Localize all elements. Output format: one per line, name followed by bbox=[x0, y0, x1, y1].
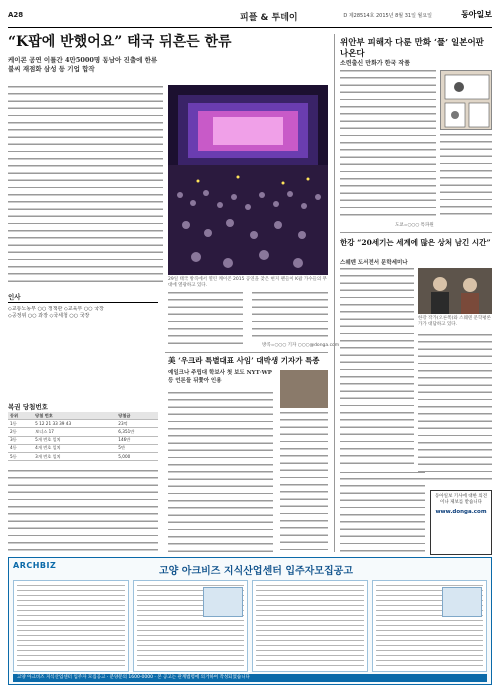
ad-column bbox=[133, 580, 249, 672]
nyt-headline: 美 ‘우크라 특별대표 사임’ 대박생 기자가 특종 bbox=[168, 356, 320, 365]
ad-brand-logo: ARCHBIZ bbox=[13, 561, 57, 570]
kpop-body bbox=[8, 86, 163, 286]
korea-body-col2 bbox=[418, 334, 492, 484]
ad-grid bbox=[13, 580, 487, 672]
comfort-subhead: 소련출신 만화가 한국 작품 bbox=[340, 60, 411, 67]
people-box bbox=[8, 292, 158, 386]
concert-photo bbox=[168, 85, 328, 275]
kpop-headline: “K팝에 반했어요” 태국 뒤흔든 한류 bbox=[8, 34, 232, 50]
nyt-deck: 예일크나 주립대 학보사 첫 보도 NYT·WP 등 언론들 뒤쫓아 인용 bbox=[168, 370, 272, 384]
kpop-byline: 방콕=○○○ 기자 ○○○@donga.com bbox=[262, 343, 340, 348]
divider bbox=[340, 232, 492, 233]
lotto-title: 복권 당첨번호 bbox=[8, 402, 158, 413]
comfort-byline: 도쿄=○○○ 특파원 bbox=[395, 223, 434, 228]
table-row: 4등 4개 번호 일치 5만 bbox=[8, 444, 158, 452]
page-number: A28 bbox=[8, 11, 24, 19]
nyt-body bbox=[168, 392, 273, 552]
issue-line: D 제28514호 2015년 8월 31일 월요일 bbox=[343, 13, 432, 19]
promo-text: 동아일보 기사에 대한 의견이나 제보를 받습니다 bbox=[434, 494, 488, 505]
table-row: 2등 보너스 17 6,351만 bbox=[8, 428, 158, 436]
comfort-body bbox=[340, 70, 436, 220]
people-list bbox=[8, 306, 158, 386]
people-item: ◇공정위 ○○ 과장 ◇국세청 ○○ 국장 bbox=[8, 313, 90, 320]
lotto-header: 당첨 번호 bbox=[33, 412, 116, 420]
lotto-table bbox=[8, 412, 158, 461]
comfort-comic-image bbox=[440, 70, 492, 130]
masthead bbox=[8, 6, 492, 28]
ad-title: 고양 아크비즈 지식산업센터 입주자모집공고 bbox=[159, 566, 353, 577]
divider bbox=[340, 472, 425, 473]
ad-footer: 고양 아크비즈 지식산업센터 입주자 모집공고 · 분양문의 1600-0000 · 본 공고는 관계법령에 의거하여 작성되었습니다 bbox=[13, 674, 487, 682]
nyt-body-col2 bbox=[280, 412, 328, 552]
section-title: 피플 & 투데이 bbox=[240, 13, 298, 23]
ad-column bbox=[13, 580, 129, 672]
table-row: 5등 3개 번호 일치 5,000 bbox=[8, 452, 158, 460]
left-bottom-body bbox=[8, 470, 158, 552]
korea-photo bbox=[418, 268, 492, 314]
korea-caption: 한강 작가(오른쪽)와 스웨덴 문학평론가가 대담하고 있다. bbox=[418, 316, 492, 327]
korea-body bbox=[340, 268, 414, 468]
lotto-header: 등위 bbox=[8, 412, 33, 420]
promo-box bbox=[430, 490, 492, 555]
promo-link[interactable]: www.donga.com bbox=[435, 509, 487, 515]
people-title: 인사 bbox=[8, 292, 158, 303]
ad-table-icon bbox=[203, 587, 243, 617]
column-divider bbox=[334, 34, 335, 552]
korea-subhead: 스웨덴 도서전서 문학세미나 bbox=[340, 260, 408, 266]
divider bbox=[165, 352, 328, 353]
lotto-header: 당첨금 bbox=[116, 412, 158, 420]
obituary-body bbox=[340, 478, 425, 552]
ad-column bbox=[252, 580, 368, 672]
table-row: 1등 5 12 21 33 39 43 23억 bbox=[8, 420, 158, 428]
comfort-headline: 위안부 피해자 다룬 만화 ‘풀’ 일본어판 나온다 bbox=[340, 38, 484, 59]
kpop-body-col3 bbox=[252, 292, 328, 340]
kpop-caption: 29일 태국 방콕에서 열린 케이콘 2015 공연을 찾은 현지 팬들이 K팝 가수들의 무대에 열광하고 있다. bbox=[168, 277, 328, 288]
ad-column bbox=[372, 580, 488, 672]
comfort-body-col2 bbox=[440, 134, 492, 220]
people-item: ◇교통노동부 ○○ 정책관 ◇교육부 ○○ 국장 bbox=[8, 306, 104, 312]
ad-map-icon bbox=[442, 587, 482, 617]
table-row: 3등 5개 번호 일치 146만 bbox=[8, 436, 158, 444]
nyt-reporter-photo bbox=[280, 370, 328, 408]
kpop-body-col2 bbox=[168, 292, 243, 344]
advertisement bbox=[8, 557, 492, 685]
korea-headline: 한강 “20세기는 세계에 많은 상처 남긴 시간” bbox=[340, 238, 491, 247]
kpop-deck: 케이콘 공연 이틀간 4만5000명 동남아 진출에 한류 불씨 재점화 삼성 등 기업 합작 bbox=[8, 56, 158, 73]
paper-name: 동아일보 bbox=[461, 10, 492, 19]
